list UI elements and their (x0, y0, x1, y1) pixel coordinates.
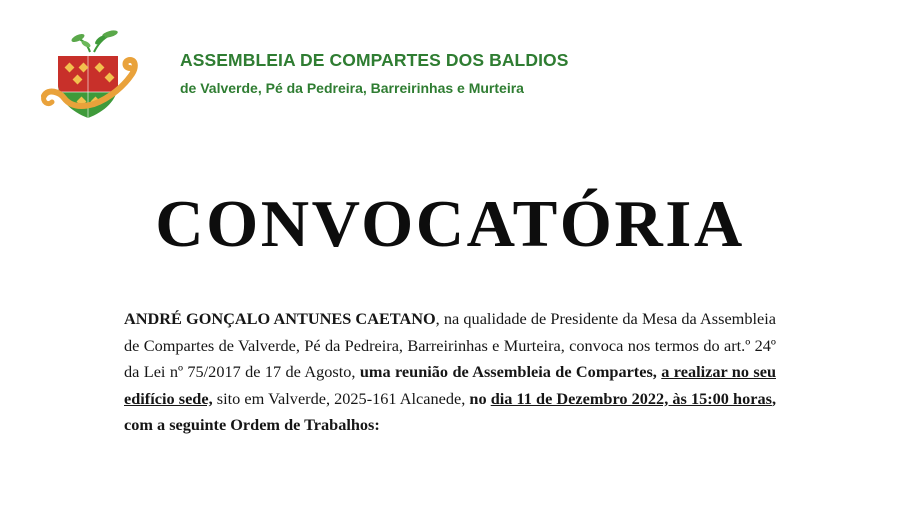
agenda-intro: , com a seguinte Ordem de Trabalhos: (124, 388, 777, 435)
organization-name: ASSEMBLEIA DE COMPARTES DOS BALDIOS (180, 50, 569, 70)
president-name: ANDRÉ GONÇALO ANTUNES CAETANO (124, 309, 436, 328)
coat-of-arms-logo-icon (40, 26, 142, 122)
meeting-phrase: uma reunião de Assembleia de Compartes, (359, 362, 657, 382)
document-title: CONVOCATÓRIA (155, 187, 745, 261)
paragraph-text-1: , na qualidade de Presidente da Mesa da Assembleia de Compartes de Valverde, Pé da Pedreira, Barreirinhas e Murteira, convoca nos termos do art.º 24º da Lei nº 75/2017 de 17 de Agosto, (124, 309, 776, 382)
date-preposition: no (469, 388, 487, 408)
convocation-paragraph (124, 306, 776, 439)
paragraph-text-2: sito em Valverde, 2025-161 Alcanede, (212, 388, 470, 408)
organization-subtitle: de Valverde, Pé da Pedreira, Barreirinhas e Murteira (180, 80, 524, 96)
meeting-date: dia 11 de Dezembro 2022, às 15:00 horas (490, 388, 772, 408)
meeting-location: a realizar no seu edifício sede, (124, 362, 776, 408)
